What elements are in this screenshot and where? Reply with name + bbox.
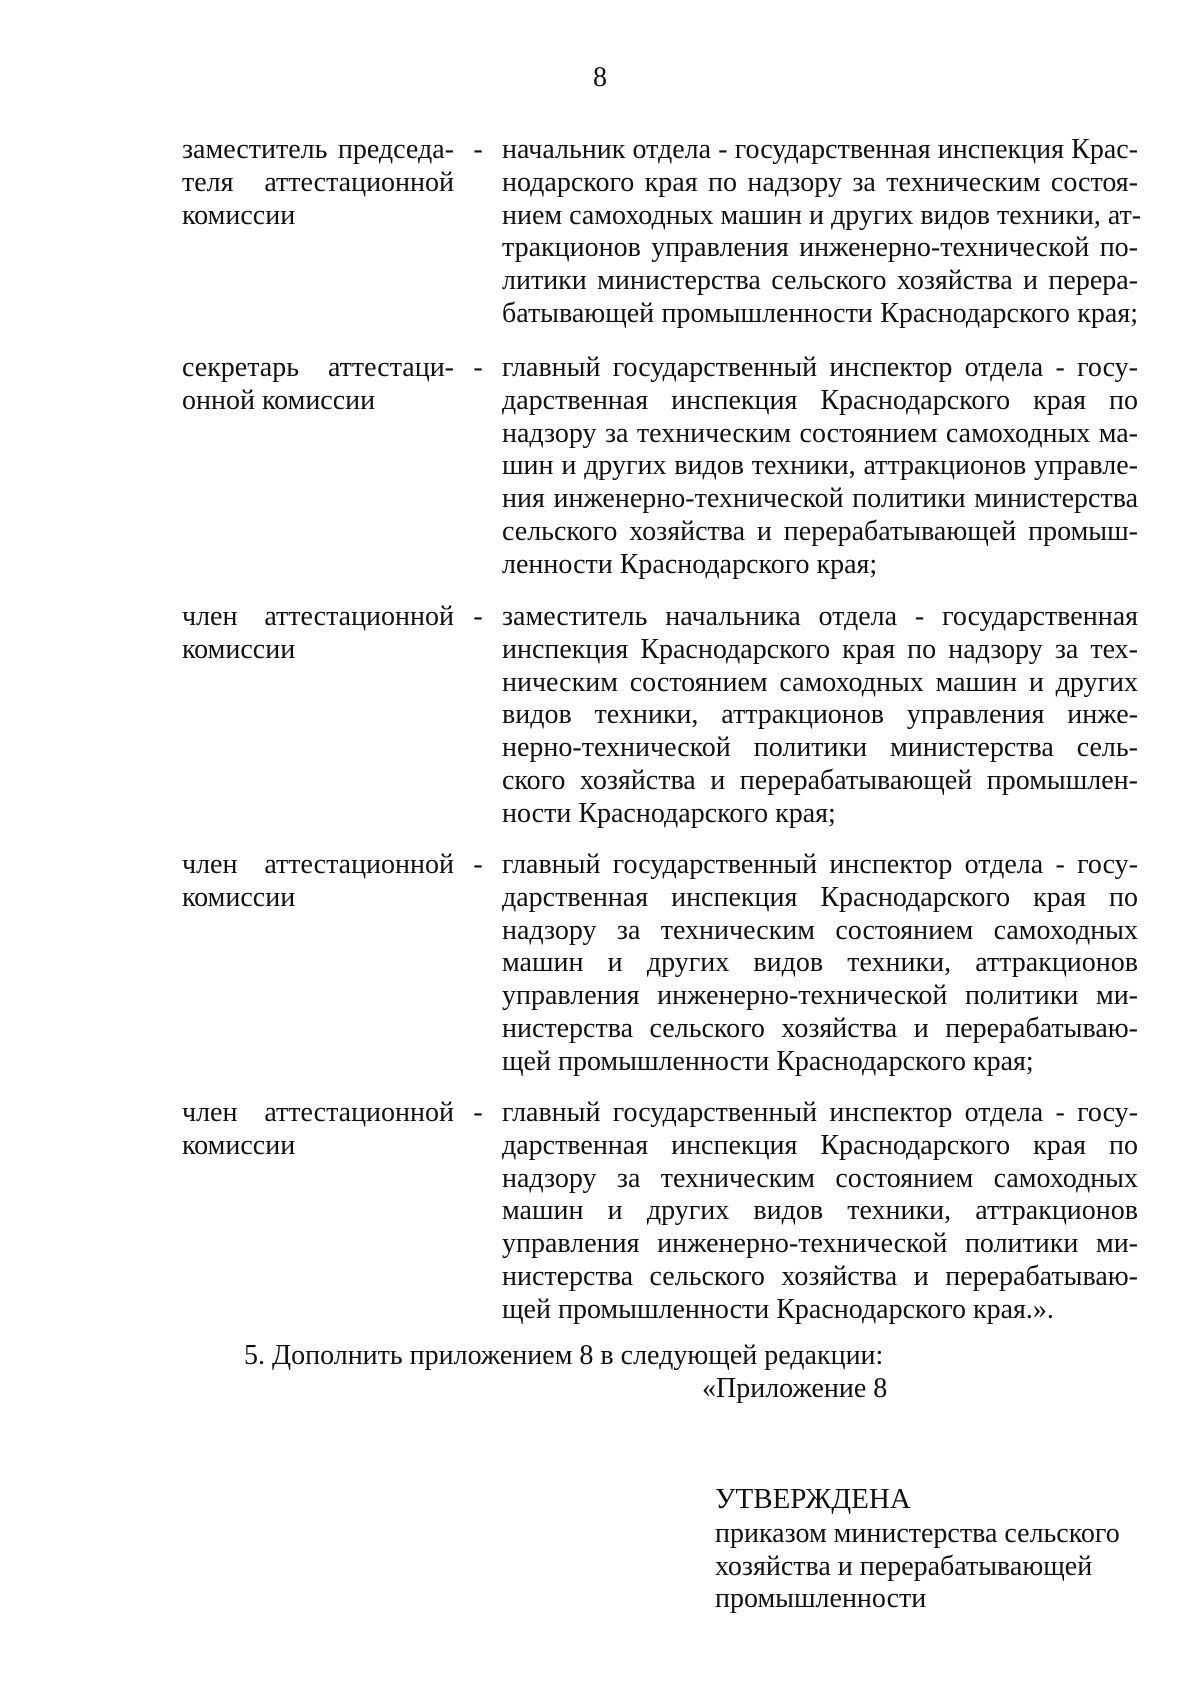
position-line: надзору за техническим состоянием самоходных [502, 914, 1138, 946]
role-line: теля аттестационной [182, 166, 454, 198]
role-line: член аттестационной [182, 1097, 454, 1128]
member-role [182, 849, 454, 915]
member-role [182, 352, 454, 418]
member-position [502, 134, 1142, 331]
approval-line: хозяйства и перерабатывающей [715, 1550, 1093, 1582]
member-position [502, 849, 1138, 1079]
position-line: управления инженерно-технической политики ми- [502, 1228, 1138, 1260]
separator-dash: - [473, 849, 483, 880]
position-line: ности Краснодарского края; [502, 797, 836, 829]
position-line: ния инженерно-технической политики министерства [502, 483, 1138, 515]
position-line: надзору за техническим состоянием самоходных [502, 1162, 1138, 1194]
member-role [182, 601, 454, 667]
position-line: нистерства сельского хозяйства и перерабатываю- [502, 1012, 1138, 1044]
position-line: нерно-технической политики министерства сель- [502, 732, 1138, 764]
position-line: надзору за техническим состоянием самоходных ма- [502, 417, 1138, 449]
position-line: машин и других видов техники, аттракционов [502, 947, 1138, 979]
position-line: начальник отдела - государственная инспекция Крас- [502, 134, 1138, 165]
separator-dash: - [473, 601, 483, 632]
member-role [182, 1097, 454, 1163]
position-line: нием самоходных машин и других видов техники, ат- [502, 199, 1142, 231]
role-line: член аттестационной [182, 601, 454, 632]
position-line: нодарского края по надзору за техническим состоя- [502, 166, 1138, 198]
separator-dash: - [473, 352, 483, 383]
page-number: 8 [593, 62, 607, 93]
position-line: главный государственный инспектор отдела - госу- [502, 849, 1138, 880]
member-position [502, 601, 1138, 831]
approval-line: промышленности [715, 1583, 927, 1614]
role-line: комиссии [182, 1129, 296, 1161]
position-line: машин и других видов техники, аттракционов [502, 1195, 1138, 1227]
position-line: видов техники, аттракционов управления инже- [502, 699, 1138, 731]
role-line: член аттестационной [182, 849, 454, 880]
member-position [502, 352, 1138, 582]
position-line: щей промышленности Краснодарского края.». [502, 1293, 1054, 1325]
role-line: комиссии [182, 633, 296, 665]
position-line: шин и других видов техники, аттракционов управле- [502, 450, 1138, 482]
position-line: дарственная инспекция Краснодарского края по [502, 1129, 1138, 1161]
position-line: ленности Краснодарского края; [502, 548, 878, 580]
approval-line: приказом министерства сельского [715, 1518, 1120, 1549]
approval-block [715, 1518, 1120, 1616]
role-line: комиссии [182, 881, 296, 913]
role-line: заместитель председа- [182, 134, 454, 165]
position-line: заместитель начальника отдела - государственная [502, 601, 1138, 632]
position-line: щей промышленности Краснодарского края; [502, 1045, 1034, 1077]
position-line: управления инженерно-технической политики ми- [502, 980, 1138, 1012]
position-line: ского хозяйства и перерабатывающей промышлен- [502, 764, 1138, 796]
position-line: нистерства сельского хозяйства и перерабатываю- [502, 1260, 1138, 1292]
position-line: тракционов управления инженерно-технической по- [502, 232, 1138, 264]
position-line: инспекция Краснодарского края по надзору за тех- [502, 633, 1138, 665]
member-role [182, 134, 454, 232]
paragraph-5: 5. Дополнить приложением 8 в следующей редакции: [244, 1340, 884, 1371]
member-position [502, 1097, 1138, 1327]
approval-heading: УТВЕРЖДЕНА [715, 1483, 911, 1515]
role-line: комиссии [182, 199, 296, 231]
role-line: онной комиссии [182, 384, 376, 416]
position-line: дарственная инспекция Краснодарского края по [502, 881, 1138, 913]
appendix-title: «Приложение 8 [702, 1373, 888, 1404]
position-line: главный государственный инспектор отдела - госу- [502, 1097, 1138, 1128]
position-line: главный государственный инспектор отдела - госу- [502, 352, 1138, 383]
position-line: батывающей промышленности Краснодарского края; [502, 297, 1138, 329]
separator-dash: - [473, 134, 483, 165]
role-line: секретарь аттестаци- [182, 352, 454, 383]
separator-dash: - [473, 1097, 483, 1128]
position-line: сельского хозяйства и перерабатывающей промыш- [502, 515, 1138, 547]
position-line: литики министерства сельского хозяйства и перера- [502, 265, 1138, 297]
position-line: дарственная инспекция Краснодарского края по [502, 384, 1138, 416]
position-line: ническим состоянием самоходных машин и других [502, 666, 1138, 698]
